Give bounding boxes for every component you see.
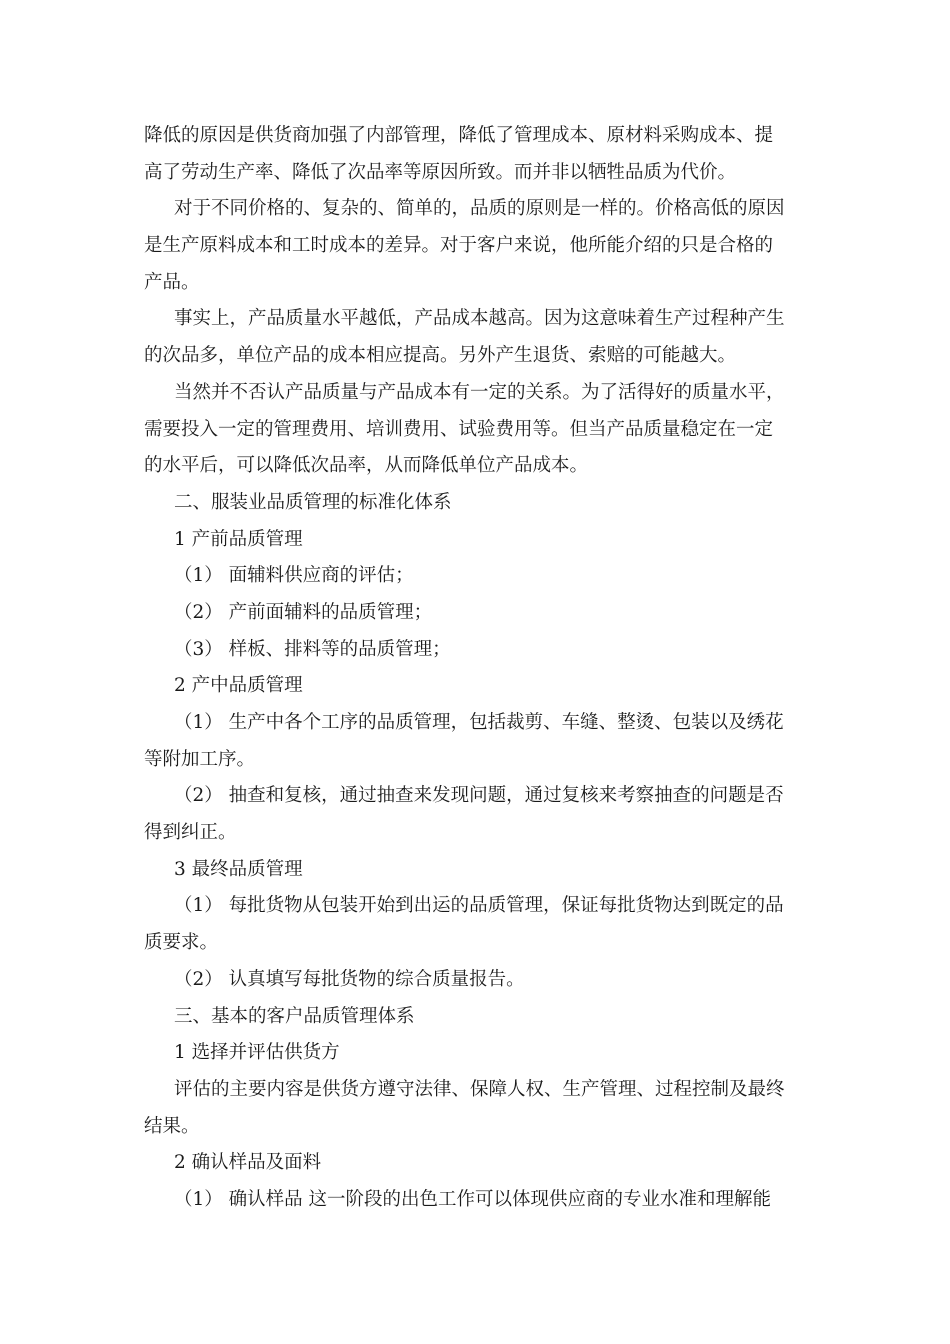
text-line: 结果。 <box>144 1115 200 1137</box>
text-line: 评估的主要内容是供货方遵守法律、保障人权、生产管理、过程控制及最终 <box>174 1078 785 1100</box>
text-line: 得到纠正。 <box>144 822 237 844</box>
text-line: 2 确认样品及面料 <box>174 1152 322 1174</box>
text-line: 是生产原料成本和工时成本的差异。对于客户来说，他所能介绍的只是合格的 <box>144 235 774 257</box>
text-line: 降低的原因是供货商加强了内部管理，降低了管理成本、原材料采购成本、提 <box>144 125 774 146</box>
text-line: 对于不同价格的、复杂的、简单的，品质的原则是一样的。价格高低的原因 <box>174 198 785 220</box>
text-line: 二、服装业品质管理的标准化体系 <box>174 491 452 513</box>
text-line: 当然并不否认产品质量与产品成本有一定的关系。为了活得好的质量水平， <box>174 381 785 403</box>
text-line: 等附加工序。 <box>144 748 256 770</box>
text-line: 的次品多，单位产品的成本相应提高。另外产生退货、索赔的可能越大。 <box>144 345 737 367</box>
text-line: 事实上，产品质量水平越低，产品成本越高。因为这意味着生产过程种产生 <box>174 308 785 330</box>
text-line: 需要投入一定的管理费用、培训费用、试验费用等。但当产品质量稳定在一定 <box>144 418 774 440</box>
text-line: （2） 认真填写每批货物的综合质量报告。 <box>174 968 525 990</box>
text-line: 3 最终品质管理 <box>174 858 303 880</box>
text-line: 的水平后，可以降低次品率，从而降低单位产品成本。 <box>144 455 589 477</box>
text-line: 1 产前品质管理 <box>174 528 303 550</box>
text-line: 高了劳动生产率、降低了次品率等原因所致。而并非以牺牲品质为代价。 <box>144 161 737 183</box>
text-line: （2） 产前面辅料的品质管理； <box>174 601 433 623</box>
text-line: （1） 面辅料供应商的评估； <box>174 565 414 587</box>
document-page <box>144 118 810 1219</box>
text-line: 产品。 <box>144 271 200 293</box>
text-line: （2） 抽查和复核，通过抽查来发现问题，通过复核来考察抽查的问题是否 <box>174 785 784 807</box>
text-line: 1 选择并评估供货方 <box>174 1042 340 1064</box>
text-line: （1） 每批货物从包装开始到出运的品质管理，保证每批货物达到既定的品 <box>174 895 784 917</box>
text-line: 质要求。 <box>144 932 219 954</box>
text-line: 三、基本的客户品质管理体系 <box>174 1005 415 1027</box>
text-line: （3） 样板、排料等的品质管理； <box>174 638 451 660</box>
text-line: （1） 确认样品 这一阶段的出色工作可以体现供应商的专业水准和理解能 <box>174 1188 772 1210</box>
text-line: （1） 生产中各个工序的品质管理，包括裁剪、车缝、整烫、包装以及绣花 <box>174 712 784 733</box>
text-line: 2 产中品质管理 <box>174 675 303 697</box>
